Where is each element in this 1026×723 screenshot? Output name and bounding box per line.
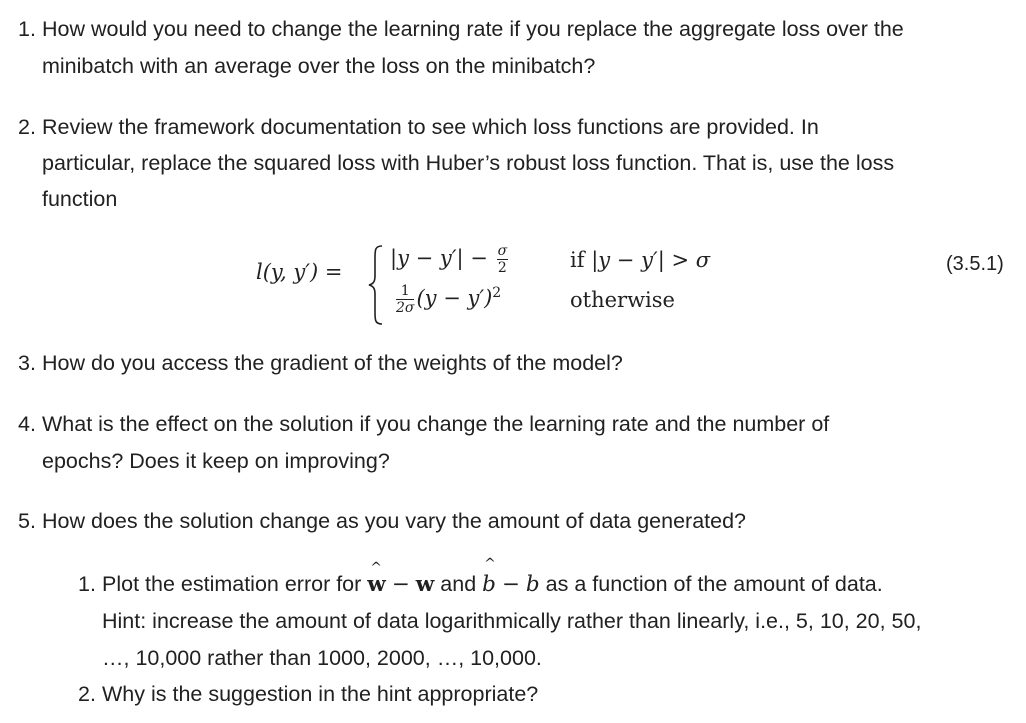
item-text-line: function bbox=[42, 187, 118, 211]
equation-number: (3.5.1) bbox=[946, 253, 1004, 275]
item-text-line: How do you access the gradient of the weights of the model? bbox=[42, 351, 623, 375]
item-text-line: particular, replace the squared loss with Huber’s robust loss function. That is, use the loss bbox=[42, 151, 895, 175]
sub-item-text-line: …, 10,000 rather than 1000, 2000, …, 10,000. bbox=[102, 646, 542, 670]
w-hat-symbol: ^ w bbox=[367, 560, 386, 597]
b-symbol: b bbox=[525, 572, 540, 597]
equation-case-1 bbox=[390, 244, 510, 275]
item-number: 1. bbox=[18, 17, 36, 41]
item-number: 4. bbox=[18, 412, 36, 436]
case-2-expression: (y − y′) bbox=[416, 286, 493, 310]
sub-item-prefix: Plot the estimation error for bbox=[102, 572, 362, 596]
fraction-denominator: 2σ bbox=[396, 300, 415, 316]
fraction-numerator: σ bbox=[497, 243, 508, 259]
sub-item-number: 2. bbox=[78, 682, 96, 706]
item-number: 5. bbox=[18, 509, 36, 533]
item-number: 3. bbox=[18, 351, 36, 375]
one-over-two-sigma-fraction bbox=[396, 284, 414, 315]
sub-item-number: 1. bbox=[78, 572, 96, 596]
w-symbol: w bbox=[415, 572, 435, 597]
minus-sign: − bbox=[501, 572, 520, 597]
condition-expression: |y − y′| > σ bbox=[591, 248, 711, 272]
item-text-line: What is the effect on the solution if you change the learning rate and the number of bbox=[42, 412, 830, 436]
equation-case-2 bbox=[394, 284, 501, 315]
minus-sign: − bbox=[391, 572, 410, 597]
equation-condition-1 bbox=[570, 248, 710, 272]
sub-item-text-line: Why is the suggestion in the hint appropriate? bbox=[102, 682, 539, 706]
sub-item-text-line bbox=[102, 556, 883, 597]
item-text-line: How would you need to change the learning rate if you replace the aggregate loss over the bbox=[42, 17, 904, 41]
fraction-denominator: 2 bbox=[497, 260, 507, 276]
condition-if: if bbox=[570, 248, 585, 272]
sigma-over-two-fraction bbox=[497, 244, 509, 275]
left-brace-icon bbox=[366, 244, 386, 326]
and-word: and bbox=[440, 572, 477, 596]
item-number: 2. bbox=[18, 115, 36, 139]
b-hat-symbol: ^ b bbox=[482, 556, 496, 597]
case-1-expression: |y − y′| − bbox=[390, 246, 488, 270]
case-2-exponent: 2 bbox=[492, 285, 502, 301]
fraction-numerator: 1 bbox=[396, 284, 414, 300]
item-text-line: How does the solution change as you vary the amount of data generated? bbox=[42, 509, 746, 533]
item-text-line: epochs? Does it keep on improving? bbox=[42, 449, 390, 473]
equation-lhs: l(y, y′) = bbox=[256, 260, 343, 284]
item-text-line: Review the framework documentation to see which loss functions are provided. In bbox=[42, 115, 819, 139]
sub-item-text-line: Hint: increase the amount of data logarithmically rather than linearly, i.e., 5, 10, 20, 50, bbox=[102, 609, 922, 633]
huber-loss-equation bbox=[256, 236, 816, 336]
sub-item-suffix: as a function of the amount of data. bbox=[545, 572, 883, 596]
item-text-line: minibatch with an average over the loss on the minibatch? bbox=[42, 54, 596, 78]
equation-condition-2: otherwise bbox=[570, 288, 675, 312]
